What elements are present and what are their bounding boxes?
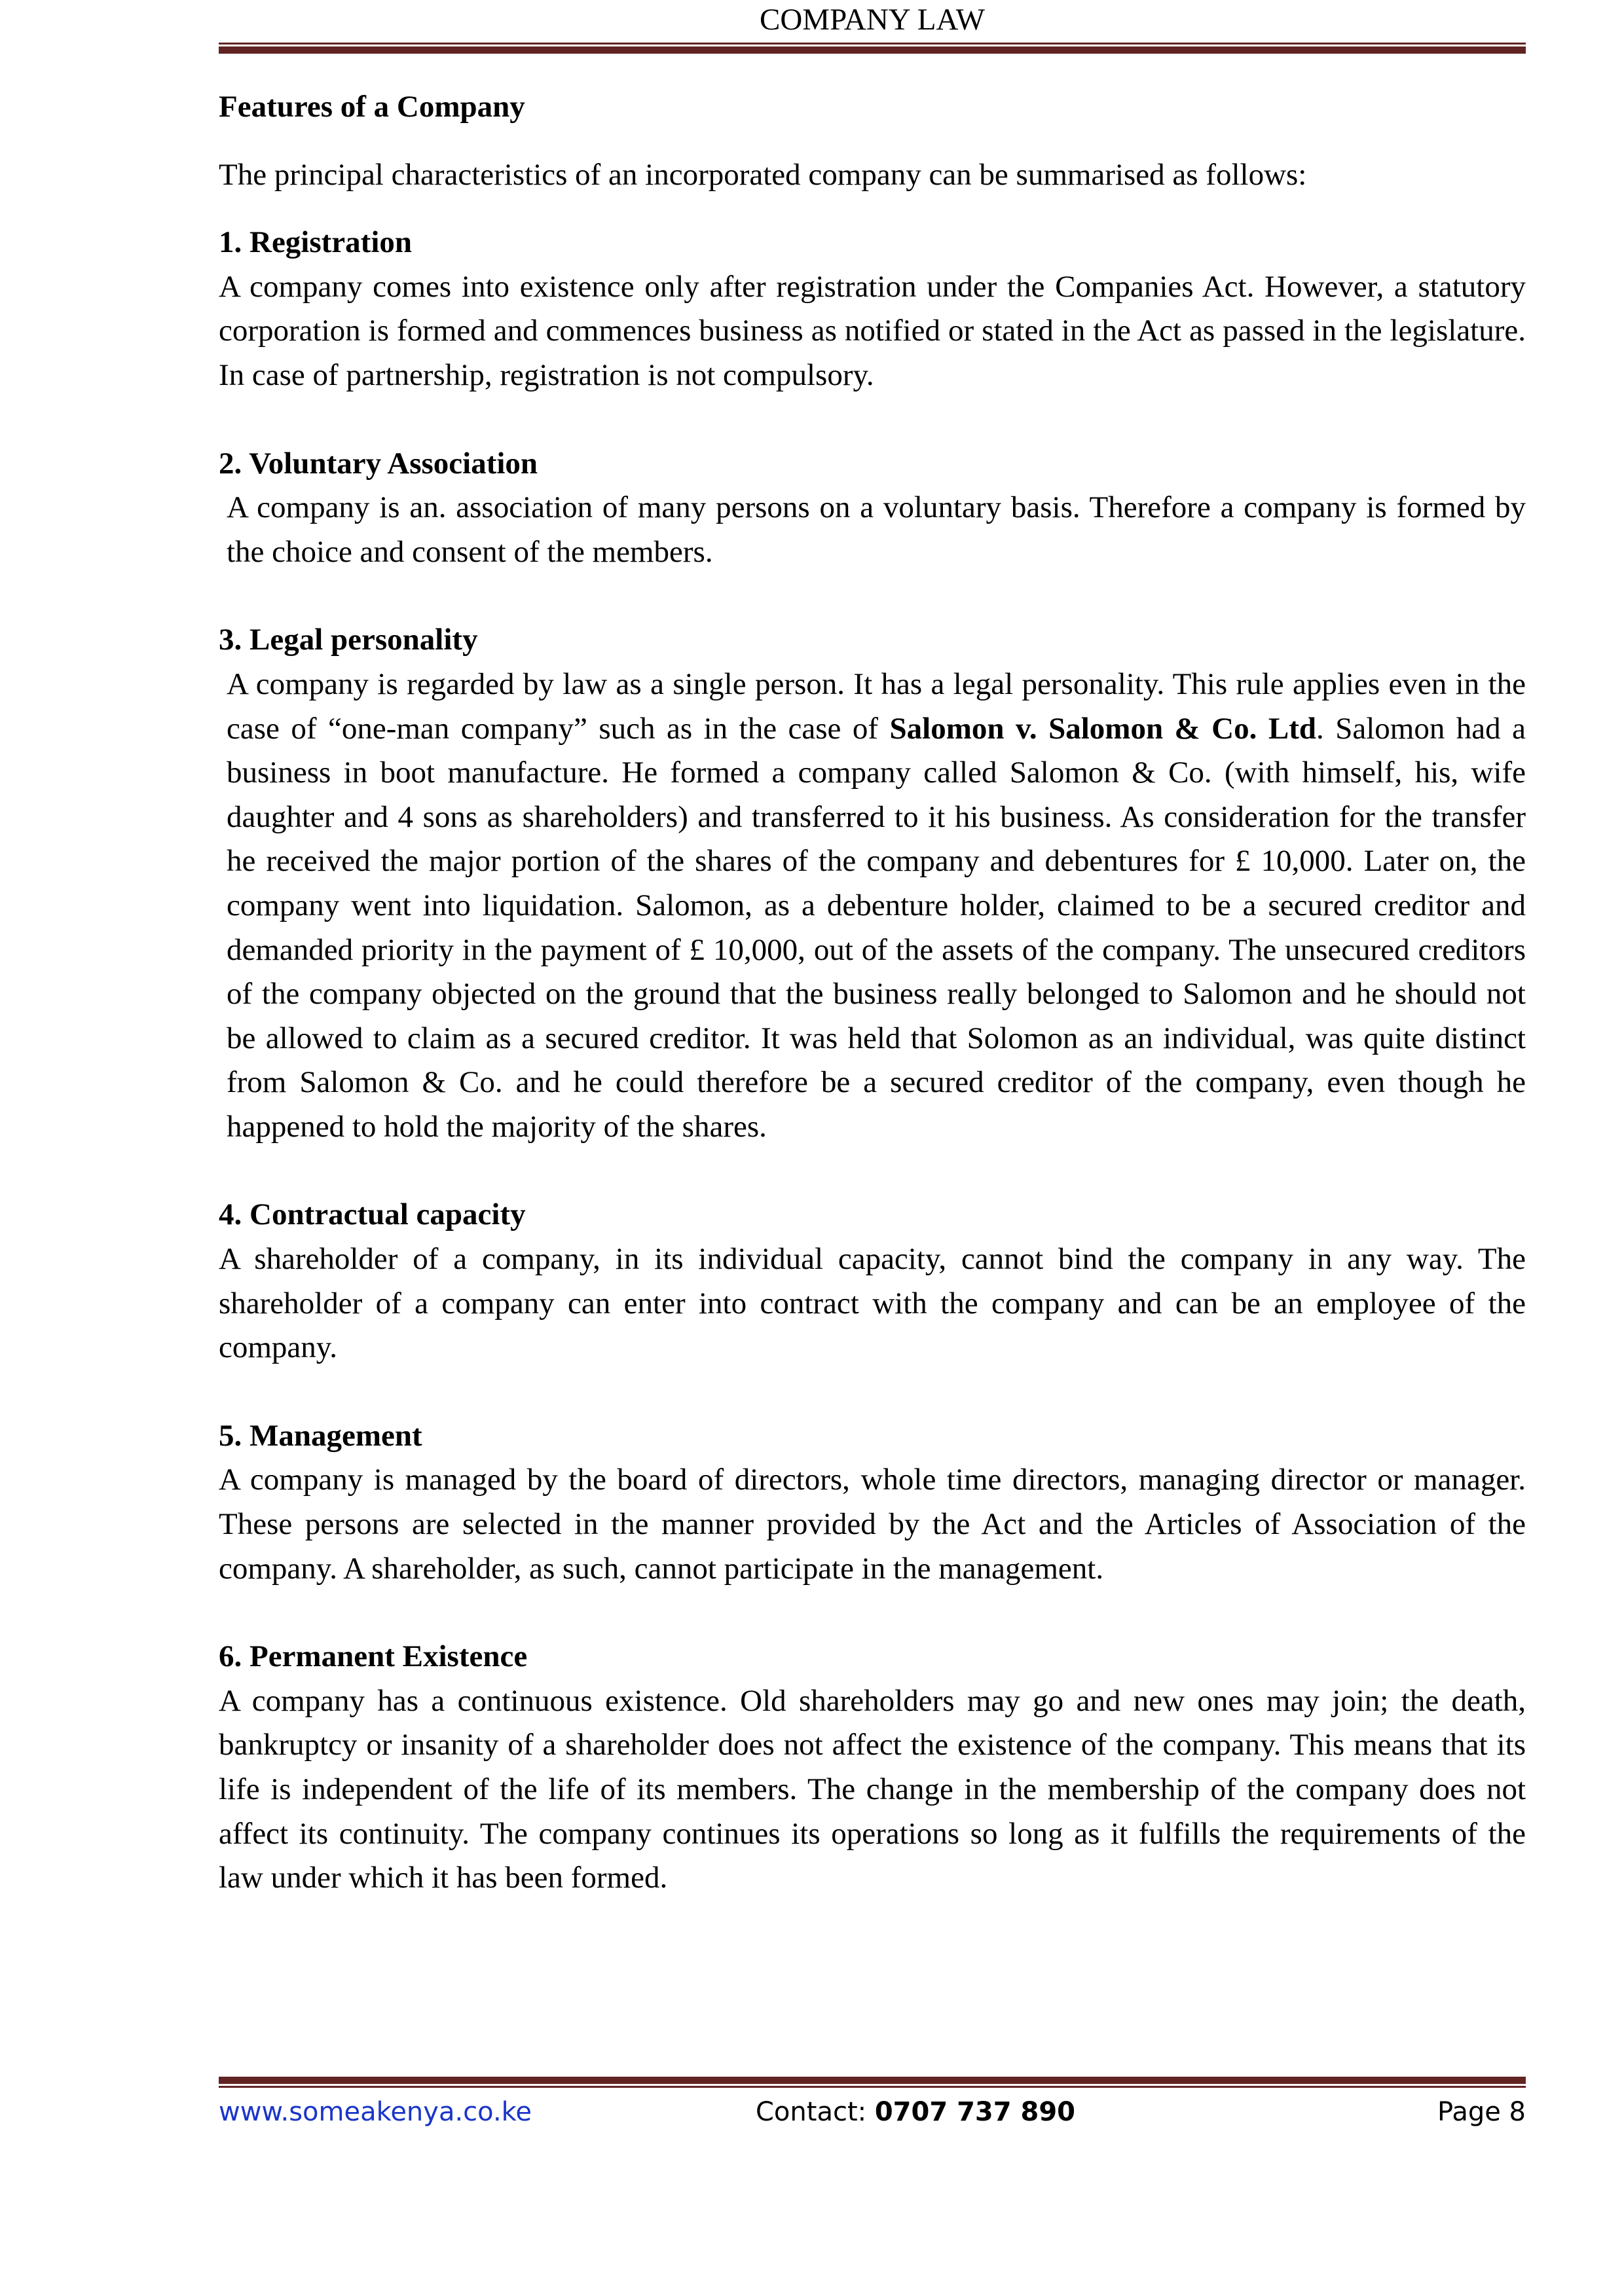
page-footer bbox=[219, 2092, 1526, 2132]
page-number: Page 8 bbox=[1437, 2097, 1526, 2127]
section-legal-personality bbox=[219, 618, 1526, 1149]
intro-paragraph: The principal characteristics of an incorporated company can be summarised as follows: bbox=[219, 157, 1307, 192]
section-permanent-existence bbox=[219, 1635, 1526, 1901]
section-title: 3. Legal personality bbox=[219, 623, 478, 657]
section-body: A company is an. association of many persons on a voluntary basis. Therefore a company is formed by the choice and consent of the members. bbox=[227, 490, 1526, 569]
contact-label: Contact: bbox=[756, 2097, 875, 2127]
footer-rule-thick bbox=[219, 2077, 1526, 2084]
section-body: A company is managed by the board of directors, whole time directors, managing director or manager. These persons are selected in the manner provided by the Act and the Articles of Association of the company. A shareholder, as such, cannot participate in the management. bbox=[219, 1463, 1526, 1586]
header-title: COMPANY LAW bbox=[760, 3, 985, 37]
section-contractual-capacity bbox=[219, 1193, 1526, 1370]
contact-info bbox=[756, 2092, 1075, 2132]
header-rule-thin bbox=[219, 43, 1526, 45]
section-management bbox=[219, 1414, 1526, 1591]
section-title: 5. Management bbox=[219, 1418, 422, 1453]
footer-rule-thin bbox=[219, 2086, 1526, 2088]
section-title: 4. Contractual capacity bbox=[219, 1197, 526, 1232]
header-rule-thick bbox=[219, 46, 1526, 54]
section-body bbox=[219, 663, 1526, 1150]
case-name: Salomon v. Salomon & Co. Ltd bbox=[889, 711, 1316, 746]
section-body: A company has a continuous existence. Old shareholders may go and new ones may join; the death, bankruptcy or insanity of a shareholder does not affect the existence of the company. This means that its life is independent of the life of its members. The change in the membership of the company does not affect its continuity. The company continues its operations so long as it fulfills the requirements of the law under which it has been formed. bbox=[219, 1683, 1526, 1895]
section-title: 6. Permanent Existence bbox=[219, 1639, 528, 1674]
document-body bbox=[219, 85, 1526, 1901]
website-link[interactable]: www.someakenya.co.ke bbox=[219, 2097, 532, 2127]
section-voluntary-association bbox=[219, 442, 1526, 575]
contact-number: 0707 737 890 bbox=[874, 2097, 1075, 2127]
section-registration bbox=[219, 221, 1526, 397]
page-heading: Features of a Company bbox=[219, 90, 525, 124]
section-body-before-case: A company is regarded by law as a single person. It has a legal personality. This rule applies even in the case of “one-man company” such as in the case of bbox=[227, 666, 1526, 746]
section-body-after-case: . Salomon had a business in boot manufacture. He formed a company called Salomon & Co. (with himself, his, wife daughter and 4 sons as shareholders) and transferred to it his business. As consideration for the transfer he received the major portion of the shares of the company and debentures for £ 10,000. Later on, the company went into liquidation. Salomon, as a debenture holder, claimed to be a secured creditor and demanded priority in the payment of £ 10,000, out of the assets of the company. The unsecured creditors of the company objected on the ground that the business really belonged to Salomon and he should not be allowed to claim as a secured creditor. It was held that Solomon as an individual, was quite distinct from Salomon & Co. and he could therefore be a secured creditor of the company, even though he happened to hold the majority of the shares. bbox=[227, 711, 1526, 1144]
section-body: A shareholder of a company, in its individual capacity, cannot bind the company in any way. The shareholder of a company can enter into contract with the company and can be an employee of the company. bbox=[219, 1242, 1526, 1365]
section-title: 1. Registration bbox=[219, 225, 413, 260]
section-body: A company comes into existence only after registration under the Companies Act. However, a statutory corporation is formed and commences business as notified or stated in the Act as passed in the legislature. In case of partnership, registration is not compulsory. bbox=[219, 269, 1526, 392]
section-title: 2. Voluntary Association bbox=[219, 446, 538, 481]
